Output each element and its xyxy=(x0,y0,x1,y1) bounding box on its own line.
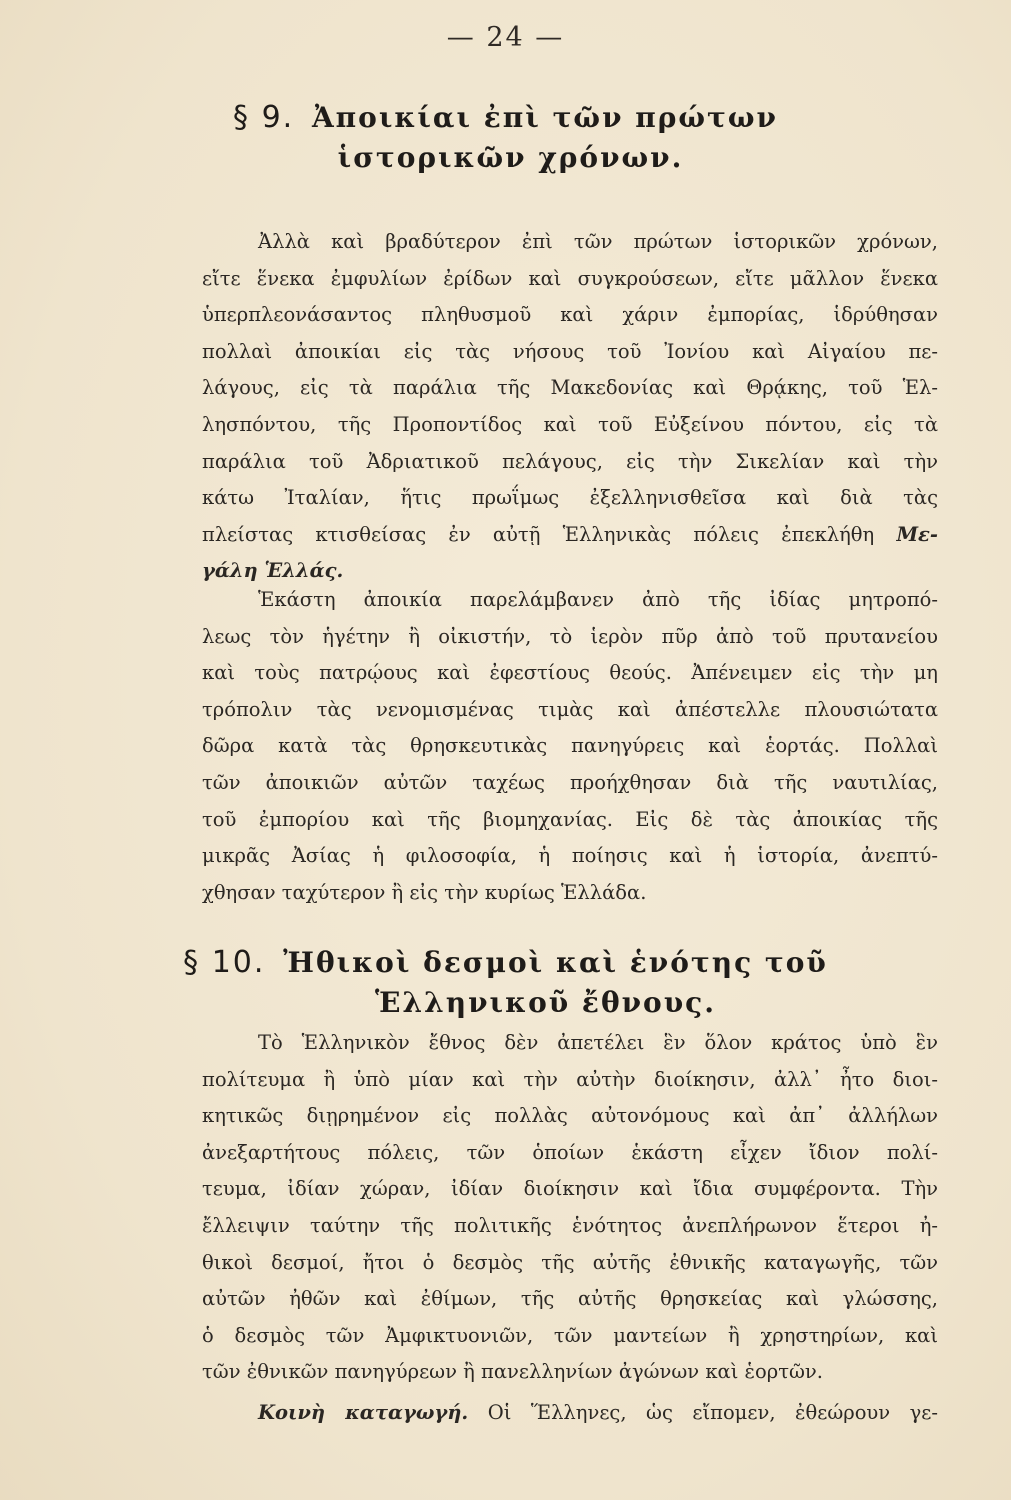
italic-term: Με- xyxy=(896,522,938,546)
section-10-title-line2: Ἑλληνικοῦ ἔθνους. xyxy=(375,986,716,1019)
section-9-title-line2: ἱστορικῶν χρόνων. xyxy=(337,141,684,174)
text-line-with-italic xyxy=(258,1395,938,1432)
text-line: παράλια τοῦ Ἀδριατικοῦ πελάγους, εἰς τὴν Σικελίαν καὶ τὴν xyxy=(202,449,938,473)
paragraph-colony-relations xyxy=(202,582,938,911)
text-line: κητικῶς διῃρημένον εἰς πολλὰς αὐτονόμους καὶ ἀπ᾽ ἀλλήλων xyxy=(202,1104,938,1128)
text-line: θικοὶ δεσμοί, ἤτοι ὁ δεσμὸς τῆς αὐτῆς ἐθνικῆς καταγωγῆς, τῶν xyxy=(202,1250,938,1274)
section-9-title-line1: Ἀποικίαι ἐπὶ τῶν πρώτων xyxy=(311,101,778,134)
text-line: τῶν ἀποικιῶν αὐτῶν ταχέως προήχθησαν διὰ τῆς ναυτιλίας, xyxy=(202,770,938,794)
text-line: χθησαν ταχύτερον ἢ εἰς τὴν κυρίως Ἑλλάδα. xyxy=(202,880,647,904)
paragraph-moral-bonds xyxy=(202,1025,938,1391)
italic-term: γάλη Ἑλλάς. xyxy=(202,559,344,583)
text-line: πολίτευμα ἢ ὑπὸ μίαν καὶ τὴν αὐτὴν διοίκησιν, ἀλλ᾽ ἦτο διοι- xyxy=(202,1067,938,1091)
text-line: μικρᾶς Ἀσίας ἡ φιλοσοφία, ἡ ποίησις καὶ ἡ ἱστορία, ἀνεπτύ- xyxy=(202,844,938,868)
text-line: τῶν ἐθνικῶν πανηγύρεων ἢ πανελληνίων ἀγώνων καὶ ἑορτῶν. xyxy=(202,1360,823,1384)
text-line: πολλαὶ ἀποικίαι εἰς τὰς νήσους τοῦ Ἰονίου καὶ Αἰγαίου πε- xyxy=(202,339,938,363)
text-line: Ἑκάστη ἀποικία παρελάμβανεν ἀπὸ τῆς ἰδίας μητροπό- xyxy=(258,588,938,611)
text-line: καὶ τοὺς πατρῴους καὶ ἐφεστίους θεούς. Ἀπένειμεν εἰς τὴν μη xyxy=(202,661,938,685)
text-line: κάτω Ἰταλίαν, ἥτις πρωΐμως ἐξελληνισθεῖσα καὶ διὰ τὰς xyxy=(202,486,938,510)
page-number: — 24 — xyxy=(446,22,565,53)
text-line: λεως τὸν ἡγέτην ἢ οἰκιστήν, τὸ ἱερὸν πῦρ ἀπὸ τοῦ πρυτανείου xyxy=(202,624,938,648)
text-line: αὐτῶν ἠθῶν καὶ ἐθίμων, τῆς αὐτῆς θρησκείας καὶ γλώσσης, xyxy=(202,1287,938,1311)
section-9-heading xyxy=(0,98,1011,178)
text-line: ἀνεξαρτήτους πόλεις, τῶν ὁποίων ἑκάστη εἶχεν ἴδιον πολί- xyxy=(202,1140,938,1164)
paragraph-colonies xyxy=(202,224,938,590)
text-line: δῶρα κατὰ τὰς θρησκευτικὰς πανηγύρεις καὶ ἑορτάς. Πολλαὶ xyxy=(202,734,938,758)
text-line: Τὸ Ἑλληνικὸν ἔθνος δὲν ἀπετέλει ἓν ὅλον κράτος ὑπὸ ἓν xyxy=(258,1031,938,1054)
italic-lead: Κοινὴ καταγωγή. xyxy=(258,1401,469,1424)
text-segment: πλείστας κτισθείσας ἐν αὐτῇ Ἑλληνικὰς πόλεις ἐπεκλήθη xyxy=(202,522,875,546)
section-10-number: § 10. xyxy=(183,945,266,980)
text-line: ἔλλειψιν ταύτην τῆς πολιτικῆς ἑνότητος ἀνεπλήρωνον ἕτεροι ἠ- xyxy=(202,1213,938,1237)
text-line: Ἀλλὰ καὶ βραδύτερον ἐπὶ τῶν πρώτων ἱστορικῶν χρόνων, xyxy=(258,230,938,253)
section-9-number: § 9. xyxy=(233,100,295,135)
text-line-with-italic xyxy=(202,517,938,554)
text-line: τευμα, ἰδίαν χώραν, ἰδίαν διοίκησιν καὶ ἴδια συμφέροντα. Τὴν xyxy=(202,1177,938,1201)
text-line: τρόπολιν τὰς νενομισμένας τιμὰς καὶ ἀπέστελλε πλουσιώτατα xyxy=(202,697,938,721)
text-line: ὁ δεσμὸς τῶν Ἀμφικτυονιῶν, τῶν μαντείων ἢ χρηστηρίων, καὶ xyxy=(202,1323,938,1347)
paragraph-common-origin xyxy=(258,1395,938,1432)
text-line: εἴτε ἕνεκα ἐμφυλίων ἐρίδων καὶ συγκρούσεων, εἴτε μᾶλλον ἕνεκα xyxy=(202,266,938,290)
section-10-title-line1: Ἠθικοὶ δεσμοὶ καὶ ἑνότης τοῦ xyxy=(283,946,828,979)
text-segment: Οἱ Ἕλληνες, ὡς εἴπομεν, ἐθεώρουν γε- xyxy=(487,1401,938,1424)
text-line: ὑπερπλεονάσαντος πληθυσμοῦ καὶ χάριν ἐμπορίας, ἱδρύθησαν xyxy=(202,303,938,327)
text-line: τοῦ ἐμπορίου καὶ τῆς βιομηχανίας. Εἰς δὲ τὰς ἀποικίας τῆς xyxy=(202,807,938,831)
text-line: λάγους, εἰς τὰ παράλια τῆς Μακεδονίας καὶ Θρᾴκης, τοῦ Ἑλ- xyxy=(202,376,938,400)
text-line: λησπόντου, τῆς Προποντίδος καὶ τοῦ Εὐξείνου πόντου, εἰς τὰ xyxy=(202,412,938,436)
section-10-heading xyxy=(0,943,1011,1023)
